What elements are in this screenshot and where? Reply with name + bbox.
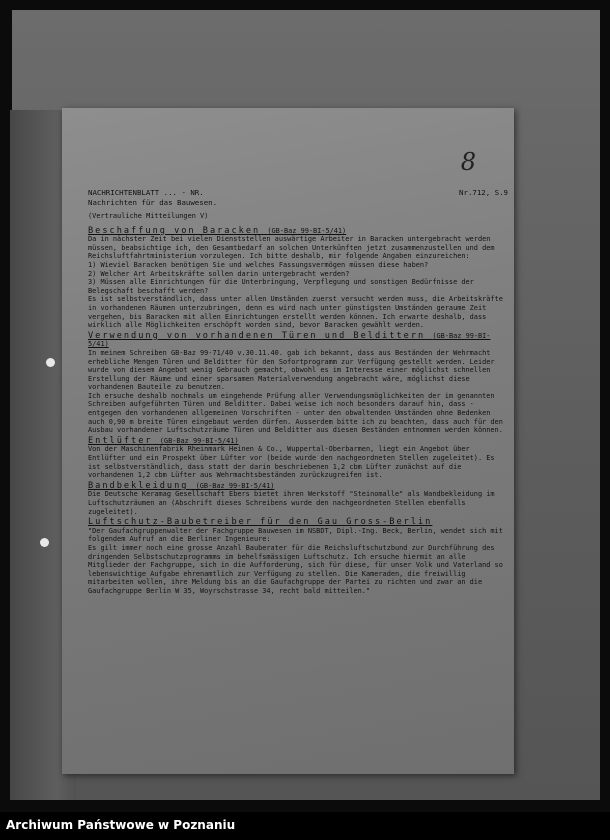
section-heading [88,437,510,446]
punch-hole [40,538,49,547]
section-paragraph: 3) Müssen alle Einrichtungen für die Unterbringung, Verpflegung und sonstigen Bedürfnisse der Belegschaft beschafft werden? [88,278,474,295]
section-paragraph: 2) Welcher Art Arbeitskräfte sollen darin untergebracht werden? [88,269,350,278]
section-title: Luftschutz-Baubetreiber für den Gau Gross-Berlin [88,517,433,528]
section-heading [88,227,510,236]
section-paragraph: Ich ersuche deshalb nochmals um eingehende Prüfung aller Verwendungsmöglichkeiten der im genannten Schreiben aufgeführten Türen und Belditter. Dabei weise ich noch besonders darauf hin, dass - entgegen den vorhandenen allgemeinen Vorschriften - unter den obwaltenden Umständen ohne Bedenken auch 0,90 m breite Türen eingebaut werden dürfen. Ausserdem bitte ich zu beachten, dass auch für den Ausbau vorhandener Luftschutzräume Türen und Belditter aus diesen Beständen entnommen werden können. [88,391,503,435]
section-paragraph: In meinem Schreiben GB-Baz 99-71/40 v.30.11.40. gab ich bekannt, dass aus Beständen der Wehrmacht erhebliche Mengen Türen und Belditter für den Sofortprogramm zur Verfügung gestellt werden. Leider wurde von diesem Angebot wenig Gebrauch gemacht, obwohl es im Interesse einer möglichst schnellen Erstellung der Räume und einer sparsamen Materialverwendung angebracht wäre, möglichst diese vorhandenen Bauteile zu benutzen. [88,348,495,392]
section-heading [88,518,510,527]
document-page [62,108,514,774]
section-title: Bandbekleidung [88,480,189,491]
section-title: Verwendung von vorhandenen Türen und Beldittern [88,330,426,341]
section-reference: (GB-Baz 99-BI-5/41) [195,481,275,490]
document-subtitle: (Vertrauliche Mitteilungen V) [88,212,209,220]
issue-number: Nr.712, S.9 [459,188,508,197]
section-heading [88,332,510,349]
section-paragraph: Da in nächster Zeit bei vielen Dienststellen auswärtige Arbeiter in Baracken untergebracht werden müssen, beabsichtige ich, den Gesamtbedarf an solchen Unterkünften jetzt zusammenzustellen und dem Reichsluftfahrtministerium vorzulegen. Ich bitte deshalb, mir folgende Angaben einzureichen: [88,235,495,261]
section-paragraph: 1) Wieviel Baracken benötigen Sie und welches Fassungsvermögen müssen diese haben? [88,260,429,269]
document-body [88,212,510,596]
punch-hole [46,358,55,367]
handwritten-page-number: 8 [460,148,476,176]
section-paragraph: Die Deutsche Keramag Gesellschaft Ebers bietet ihren Werkstoff "Steinomalle" als Wandbekleidung im Luftschutzräumen an (Abschrift dieses Schreibens wurde den nachgeordneten Stellen ebenfalls zugeleitet). [88,490,495,516]
section-paragraph: Es gilt immer noch eine grosse Anzahl Bauberater für die Reichsluftschutzbund zur Durchführung des dringenden Selbstschutzprogramms im behelfsmässigen Luftschutz. Ich ersuche hiermit an alle Mitglieder der Fachgruppe, sich in die Aufforderung, sich für diese, für unser Volk und Vaterland so lebenswichtige Aufgabe ehrenamtlich zur Verfügung zu stellen. Die Kameraden, die freiwillig mitarbeiten wollen, ihre Meldung bis an die Gaufachgruppe der Partei zu richten und zwar an die Gaufachgruppe Berlin W 35, Woyrschstrasse 34, recht bald mitteilen." [88,543,503,595]
header-line-2: Nachrichten für das Bauwesen. [88,197,218,207]
section-paragraph: Von der Maschinenfabrik Rheinmark Heinen & Co., Wuppertal-Oberbarmen, liegt ein Angebot über Entlüfter und ein Prospekt über Lüfter vor (beide wurde den nachgeordneten Stellen zugeleitet). Es ist selbstverständlich, dass statt der darin beschriebenen 1,2 cbm Lüfter zunächst auf die vorhandenen 1,2 cbm Lüfter aus Wehrmachtsbeständen zurückzugreifen ist. [88,445,495,480]
section-paragraph: "Der Gaufachgruppenwalter der Fachgruppe Bauwesen im NSBDT, Dipl.-Ing. Beck, Berlin, wendet sich mit folgendem Aufruf an die Berliner Ingenieure: [88,526,503,544]
section-paragraph: Es ist selbstverständlich, dass unter allen Umständen zuerst versucht werden muss, die Arbeitskräfte in vorhandenen Räumen unterzubringen, denn es wird nach unter günstigsten Umständen geraume Zeit vergehen, bis Baracken mit allen Einrichtungen erstellt werden können. Ich erwarte deshalb, dass wirklich alle Möglichkeiten erschöpft worden sind, bevor Baracken gewählt werden. [88,295,503,330]
section-heading [88,482,510,491]
section-reference: (GB-Baz 99-BI-5/41) [88,331,491,349]
section-title: Entlüfter [88,435,153,446]
document-header [88,188,508,207]
archive-label: Archiwum Państwowe w Poznaniu [6,818,236,832]
archive-footer [0,812,610,840]
section-title: Beschaffung von Baracken [88,225,261,236]
section-reference: (GB-Baz 99-BI-5/41) [159,436,239,445]
section-reference: (GB-Baz 99-BI-5/41) [267,226,347,235]
header-line-1: NACHRICHTENBLATT ... - NR. [88,188,204,197]
